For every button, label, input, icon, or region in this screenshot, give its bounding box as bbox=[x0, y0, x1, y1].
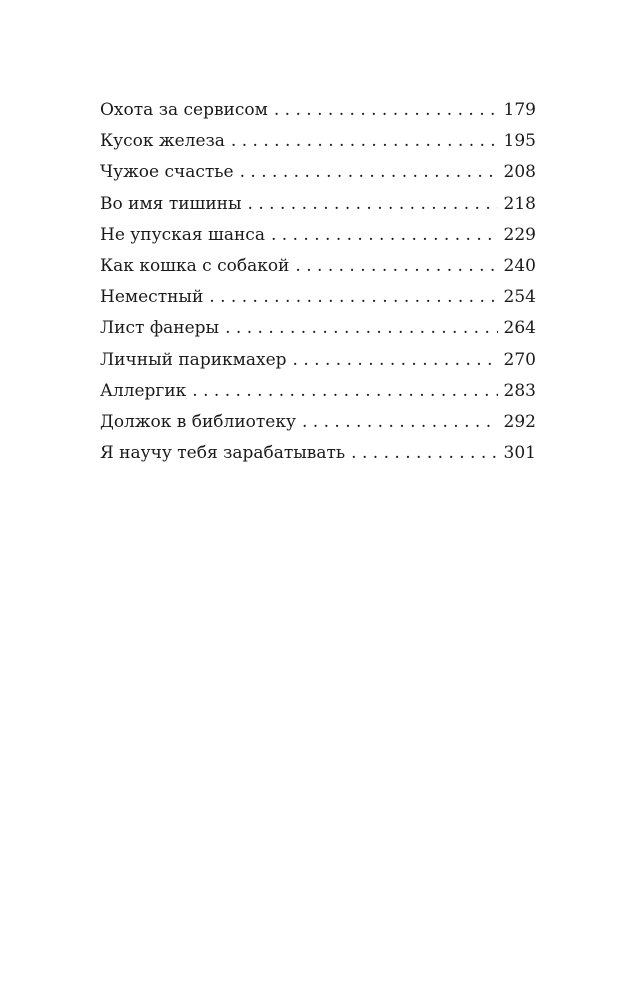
dot-leader bbox=[248, 194, 498, 214]
dot-leader bbox=[192, 381, 497, 401]
toc-entry-page: 270 bbox=[503, 349, 536, 370]
toc-entry-title: Должок в библиотеку bbox=[100, 411, 296, 432]
toc-entry[interactable] bbox=[100, 350, 536, 381]
toc-entry-title: Лист фанеры bbox=[100, 318, 220, 339]
dot-leader bbox=[302, 412, 498, 432]
dot-leader bbox=[231, 131, 498, 151]
toc-entry[interactable] bbox=[100, 256, 536, 287]
dot-leader bbox=[293, 350, 498, 370]
dot-leader bbox=[274, 100, 498, 120]
toc-entry-title: Во имя тишины bbox=[100, 193, 242, 214]
toc-entry[interactable] bbox=[100, 381, 536, 412]
toc-entry[interactable] bbox=[100, 194, 536, 225]
toc-entry-title: Не упуская шанса bbox=[100, 224, 265, 245]
dot-leader bbox=[271, 225, 498, 245]
toc-entry-page: 240 bbox=[503, 255, 536, 276]
dot-leader bbox=[295, 256, 497, 276]
toc-entry-page: 254 bbox=[503, 287, 536, 308]
toc-entry-title: Кусок железа bbox=[100, 131, 225, 152]
toc-entry-title: Охота за сервисом bbox=[100, 100, 268, 120]
toc-entry-page: 208 bbox=[503, 162, 536, 183]
toc-entry-title: Я научу тебя зарабатывать bbox=[100, 443, 346, 464]
toc-entry[interactable] bbox=[100, 131, 536, 162]
toc-entry-page: 179 bbox=[503, 100, 536, 120]
toc-entry-page: 264 bbox=[503, 318, 536, 339]
dot-leader bbox=[209, 287, 497, 307]
table-of-contents bbox=[100, 100, 536, 474]
toc-entry-page: 301 bbox=[503, 443, 536, 464]
toc-entry-title: Неместный bbox=[100, 287, 204, 308]
toc-entry-title: Аллергик bbox=[100, 380, 187, 401]
toc-entry[interactable] bbox=[100, 318, 536, 349]
toc-entry[interactable] bbox=[100, 443, 536, 474]
toc-entry-page: 283 bbox=[503, 380, 536, 401]
toc-entry-title: Личный парикмахер bbox=[100, 349, 287, 370]
toc-entry[interactable] bbox=[100, 162, 536, 193]
toc-entry[interactable] bbox=[100, 287, 536, 318]
toc-entry-page: 292 bbox=[503, 411, 536, 432]
toc-entry-title: Как кошка с собакой bbox=[100, 255, 290, 276]
dot-leader bbox=[225, 318, 497, 338]
toc-entry-page: 218 bbox=[503, 193, 536, 214]
toc-entry-title: Чужое счастье bbox=[100, 162, 234, 183]
toc-entry[interactable] bbox=[100, 225, 536, 256]
toc-entry[interactable] bbox=[100, 100, 536, 131]
dot-leader bbox=[351, 443, 497, 463]
toc-entry-page: 229 bbox=[503, 224, 536, 245]
toc-entry[interactable] bbox=[100, 412, 536, 443]
dot-leader bbox=[240, 162, 498, 182]
toc-entry-page: 195 bbox=[503, 131, 536, 152]
